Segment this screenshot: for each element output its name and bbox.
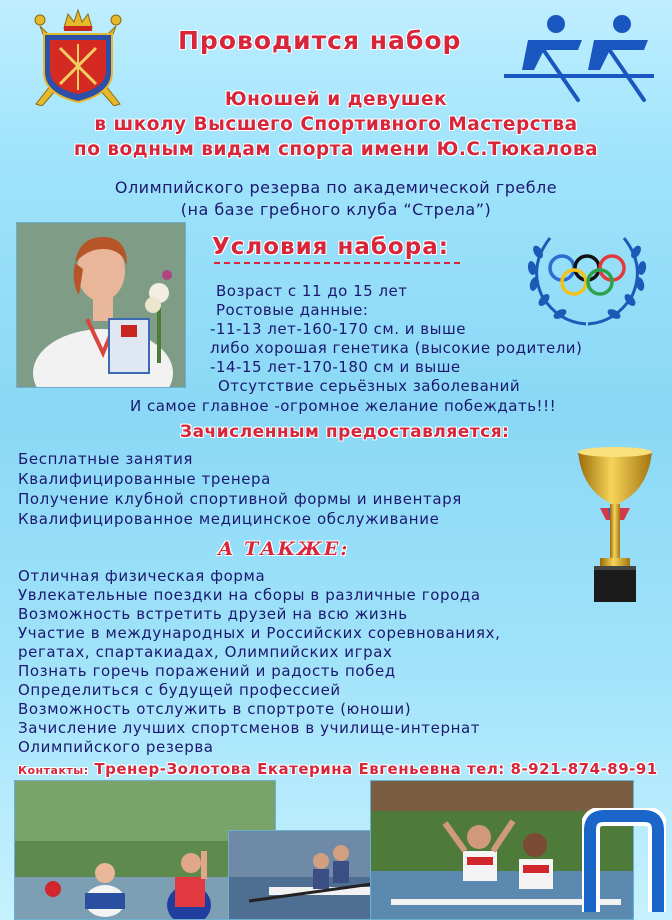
also-item-5: регатах, спартакиадах, Олимпийских играх	[18, 643, 393, 661]
condition-desire: И самое главное -огромное желание побеждать!!!	[130, 397, 557, 415]
also-item-9: Зачисление лучших спортсменов в училище-интернат	[18, 719, 481, 737]
also-item-2: Увлекательные поездки на сборы в различные города	[18, 586, 481, 604]
olympic-rings-icon	[524, 226, 650, 330]
club-base-line: (на базе гребного клуба “Стрела”)	[180, 200, 492, 219]
also-item-6: Познать горечь поражений и радость побед	[18, 662, 396, 680]
also-item-8: Возможность отслужить в спортроте (юноши)	[18, 700, 412, 718]
corner-logo-icon	[582, 808, 666, 916]
title-underline	[214, 262, 460, 264]
subtitle-line-3: по водным видам спорта имени Ю.С.Тюкалова	[73, 139, 599, 160]
enrolled-item-4: Квалифицированное медицинское обслуживание	[18, 510, 440, 528]
enrolled-title: Зачисленным предоставляется:	[180, 422, 510, 442]
condition-height-label: Ростовые данные:	[216, 301, 369, 319]
also-item-7: Определиться с будущей профессией	[18, 681, 341, 699]
subtitle-line-2: в школу Высшего Спортивного Мастерства	[94, 114, 578, 135]
condition-health: Отсутствие серьёзных заболеваний	[218, 377, 521, 395]
contacts-line	[18, 760, 658, 778]
subtitle-line-1: Юношей и девушек	[224, 89, 448, 110]
olympic-reserve-line: Олимпийского резерва по академической гребле	[114, 178, 558, 197]
also-item-1: Отличная физическая форма	[18, 567, 266, 585]
headline: Проводится набор	[178, 26, 462, 55]
enrolled-item-2: Квалифицированные тренера	[18, 470, 271, 488]
conditions-title: Условия набора:	[212, 234, 449, 260]
condition-height-2: -14-15 лет-170-180 см и выше	[210, 358, 461, 376]
contacts-label: Контакты:	[18, 764, 89, 777]
trophy-cup-icon	[574, 446, 656, 604]
also-item-3: Возможность встретить друзей на всю жизнь	[18, 605, 408, 623]
condition-age: Возраст с 11 до 15 лет	[216, 282, 408, 300]
condition-height-1: -11-13 лет-160-170 см. и выше	[210, 320, 466, 338]
also-item-4: Участие в международных и Российских соревнованиях,	[18, 624, 501, 642]
condition-genetics: либо хорошая генетика (высокие родители)	[210, 339, 583, 357]
contacts-text: Тренер-Золотова Екатерина Евгеньевна тел: 8-921-874-89-91	[94, 760, 658, 778]
also-title: А ТАКЖЕ:	[218, 538, 350, 560]
enrolled-item-3: Получение клубной спортивной формы и инвентаря	[18, 490, 462, 508]
enrolled-item-1: Бесплатные занятия	[18, 450, 194, 468]
also-item-10: Олимпийского резерва	[18, 738, 214, 756]
athlete-photo	[16, 222, 186, 388]
